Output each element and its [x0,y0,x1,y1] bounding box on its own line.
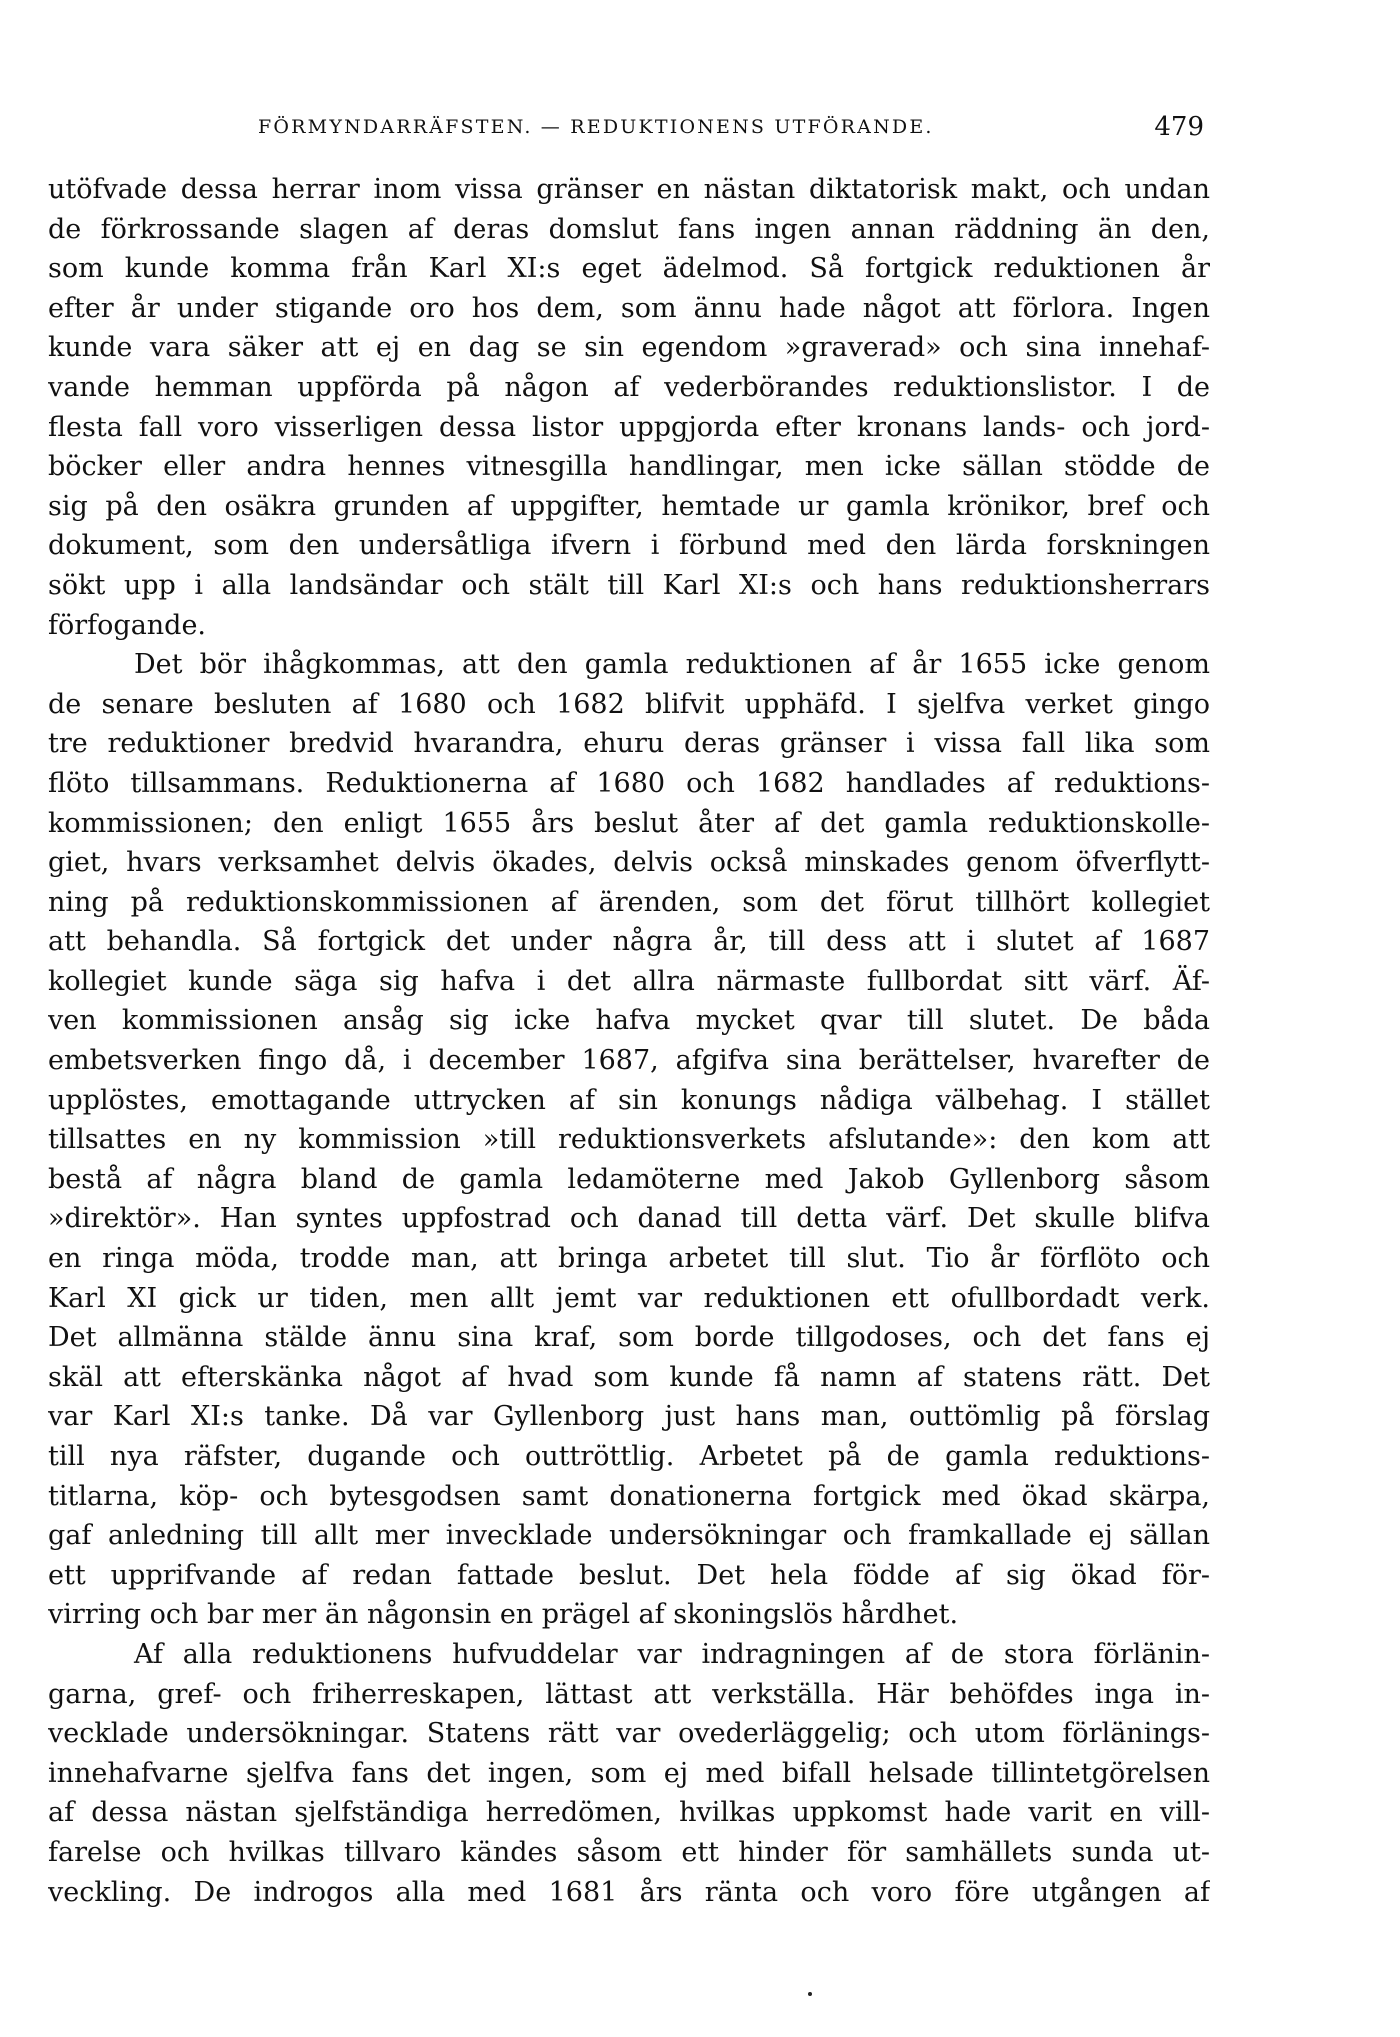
text-line: ning på reduktionskommissionen af ärenden, som det förut tillhört kollegiet [48,886,1210,918]
text-line: embetsverken fingo då, i december 1687, afgifva sina berättelser, hvarefter de [48,1045,1210,1077]
text-line: flesta fall voro visserligen dessa listor uppgjorda efter kronans lands- och jord- [48,411,1210,443]
text-line: vecklade undersökningar. Statens rätt var ovederläggelig; och utom förlänings- [48,1718,1210,1750]
text-line: ett upprifvande af redan fattade beslut. Det hela födde af sig ökad för- [48,1559,1210,1591]
text-line: skäl att efterskänka något af hvad som kunde få namn af statens rätt. Det [48,1361,1210,1393]
text-line: virring och bar mer än någonsin en prägel af skoningslös hårdhet. [48,1599,959,1631]
text-line: innehafvarne sjelfva fans det ingen, som ej med bifall helsade tillintetgörelsen [48,1757,1210,1789]
text-line: kollegiet kunde säga sig hafva i det allra närmaste fullbordat sitt värf. Äf- [48,965,1210,997]
text-line: till nya räfster, dugande och outtröttlig. Arbetet på de gamla reduktions- [48,1441,1210,1472]
text-line: flöto tillsammans. Reduktionerna af 1680 och 1682 handlades af reduktions- [48,767,1210,799]
text-line: upplöstes, emottagande uttrycken af sin konungs nådiga välbehag. I stället [48,1084,1210,1116]
page-header [48,112,1210,152]
text-line: de förkrossande slagen af deras domslut fans ingen annan räddning än den, [48,213,1210,245]
text-line: Af alla reduktionens hufvuddelar var indragningen af de stora förlänin- [134,1638,1210,1670]
text-line: Det allmänna stälde ännu sina kraf, som borde tillgodoses, och det fans ej [48,1322,1210,1354]
text-line: vande hemman uppförda på någon af vederbörandes reduktionslistor. I de [48,371,1210,403]
text-line: titlarna, köp- och bytesgodsen samt donationerna fortgick med ökad skärpa, [48,1480,1210,1512]
text-line: böcker eller andra hennes vitnesgilla handlingar, men icke sällan stödde de [48,451,1210,483]
text-line: bestå af några bland de gamla ledamöterne med Jakob Gyllenborg såsom [48,1163,1210,1195]
text-line: förfogande. [48,609,207,641]
text-line: en ringa möda, trodde man, att bringa arbetet till slut. Tio år förflöto och [48,1243,1210,1275]
text-line: kunde vara säker att ej en dag se sin egendom »graverad» och sina innehaf- [48,332,1210,364]
running-title: FÖRMYNDARRÄFSTEN. — REDUKTIONENS UTFÖRANDE. [258,116,934,138]
text-line: af dessa nästan sjelfständiga herredömen, hvilkas uppkomst hade varit en vill- [48,1797,1210,1829]
text-line: kommissionen; den enligt 1655 års beslut åter af det gamla reduktionskolle- [48,807,1210,839]
text-line: »direktör». Han syntes uppfostrad och danad till detta värf. Det skulle blifva [48,1203,1210,1235]
text-line: Karl XI gick ur tiden, men allt jemt var reduktionen ett ofullbordadt verk. [48,1282,1210,1314]
text-line: utöfvade dessa herrar inom vissa gränser en nästan diktatorisk makt, och undan [48,174,1210,205]
text-line: efter år under stigande oro hos dem, som ännu hade något att förlora. Ingen [48,292,1210,324]
text-line: att behandla. Så fortgick det under några år, till dess att i slutet af 1687 [48,926,1210,958]
stray-dot-mark [808,1992,812,1996]
text-line: tre reduktioner bredvid hvarandra, ehuru deras gränser i vissa fall lika som [48,728,1210,760]
text-line: som kunde komma från Karl XI:s eget ädelmod. Så fortgick reduktionen år [48,253,1210,285]
text-line: farelse och hvilkas tillvaro kändes såsom ett hinder för samhällets sunda ut- [48,1836,1210,1868]
text-line: veckling. De indrogos alla med 1681 års ränta och voro före utgången af [48,1876,1210,1908]
text-line: tillsattes en ny kommission »till reduktionsverkets afslutande»: den kom att [48,1124,1210,1156]
text-line: ven kommissionen ansåg sig icke hafva mycket qvar till slutet. De båda [48,1005,1210,1037]
text-line: dokument, som den undersåtliga ifvern i förbund med den lärda forskningen [48,530,1210,562]
page-number: 479 [1154,112,1204,142]
text-line: var Karl XI:s tanke. Då var Gyllenborg just hans man, outtömlig på förslag [48,1401,1210,1433]
text-line: gaf anledning till allt mer invecklade undersökningar och framkallade ej sällan [48,1520,1210,1552]
text-line: sig på den osäkra grunden af uppgifter, hemtade ur gamla krönikor, bref och [48,490,1210,522]
text-line: sökt upp i alla landsändar och stält till Karl XI:s och hans reduktionsherrars [48,569,1210,601]
text-line: giet, hvars verksamhet delvis ökades, delvis också minskades genom öfverflytt- [48,847,1210,879]
body-text [48,170,1210,1912]
text-line: Det bör ihågkommas, att den gamla reduktionen af år 1655 icke genom [134,649,1210,681]
text-line: de senare besluten af 1680 och 1682 blifvit upphäfd. I sjelfva verket gingo [48,688,1210,720]
text-line: garna, gref- och friherreskapen, lättast att verkställa. Här behöfdes inga in- [48,1678,1210,1710]
